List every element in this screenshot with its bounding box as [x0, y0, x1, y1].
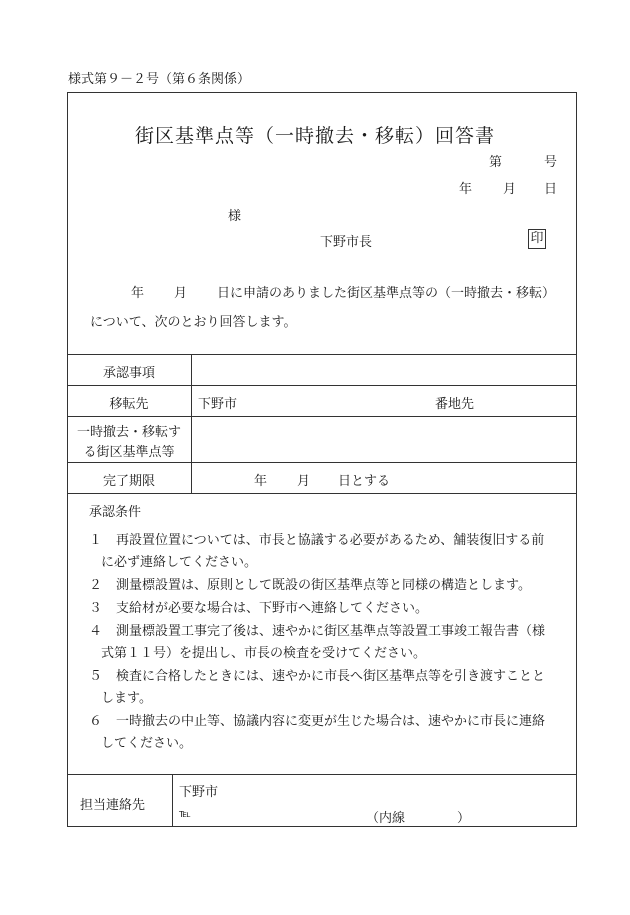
- seal-mark: 印: [528, 229, 546, 249]
- intro-line2: について、次のとおり回答します。: [90, 315, 297, 330]
- condition-text: 検査に合格したときには、速やかに市長へ街区基準点等を引き渡すことと: [116, 669, 546, 684]
- form-title: 街区基準点等（一時撤去・移転）回答書: [134, 125, 495, 147]
- condition-number: ５: [89, 669, 103, 684]
- condition-number: １: [89, 533, 103, 548]
- contact-label: 担当連絡先: [80, 798, 146, 813]
- condition-number: ４: [89, 624, 103, 639]
- condition-number: ３: [89, 601, 103, 616]
- condition-number: ６: [89, 714, 103, 729]
- column-divider: [172, 774, 173, 827]
- destination-suffix: 番地先: [435, 397, 475, 412]
- addressee-sama: 様: [228, 209, 242, 224]
- deadline-month: 月: [297, 474, 311, 489]
- table-top-line: [67, 354, 577, 355]
- condition-text: 支給材が必要な場合は、下野市へ連絡してください。: [116, 601, 429, 616]
- conditions-title: 承認条件: [89, 505, 142, 520]
- deadline-label: 完了期限: [102, 474, 155, 489]
- intro-day-text: 日に申請のありました街区基準点等の（一時撤去・移転）: [217, 286, 556, 301]
- condition-text: 測量標設置工事完了後は、速やかに街区基準点等設置工事竣工報告書（様: [116, 624, 546, 639]
- intro-year: 年: [131, 286, 145, 301]
- target-label-line2: る街区基準点等: [83, 445, 175, 460]
- contact-city: 下野市: [179, 785, 219, 800]
- row-divider: [67, 462, 577, 463]
- tel-symbol: ℡: [179, 807, 191, 820]
- condition-text: します。: [101, 691, 152, 706]
- row-divider: [67, 493, 577, 494]
- approval-label: 承認事項: [102, 366, 155, 381]
- extension-label: （内線: [366, 811, 406, 826]
- condition-text: に必ず連絡してください。: [101, 555, 258, 570]
- number-go: 号: [544, 155, 558, 170]
- deadline-year: 年: [254, 474, 268, 489]
- date-year: 年: [459, 182, 473, 197]
- intro-month: 月: [174, 286, 188, 301]
- destination-city: 下野市: [198, 397, 238, 412]
- number-dai: 第: [489, 155, 503, 170]
- destination-label: 移転先: [109, 397, 149, 412]
- condition-text: 一時撤去の中止等、協議内容に変更が生じた場合は、速やかに市長に連絡: [116, 714, 546, 729]
- condition-text: 式第１１号）を提出し、市長の検査を受けてください。: [101, 646, 427, 661]
- condition-text: してください。: [101, 736, 193, 751]
- date-day: 日: [544, 182, 558, 197]
- condition-text: 測量標設置は、原則として既設の街区基準点等と同様の構造とします。: [116, 578, 531, 593]
- row-divider: [67, 774, 577, 775]
- target-label-line1: 一時撤去・移転す: [76, 425, 181, 440]
- extension-close: ）: [457, 811, 471, 826]
- deadline-day-text: 日とする: [338, 474, 391, 489]
- column-divider: [191, 354, 192, 493]
- condition-number: ２: [89, 578, 103, 593]
- condition-text: 再設置位置については、市長と協議する必要があるため、舗装復旧する前: [116, 533, 545, 548]
- date-month: 月: [503, 182, 517, 197]
- row-divider: [67, 385, 577, 386]
- issuer-mayor: 下野市長: [320, 235, 373, 250]
- row-divider: [67, 416, 577, 417]
- form-id: 様式第９－２号（第６条関係）: [68, 72, 251, 87]
